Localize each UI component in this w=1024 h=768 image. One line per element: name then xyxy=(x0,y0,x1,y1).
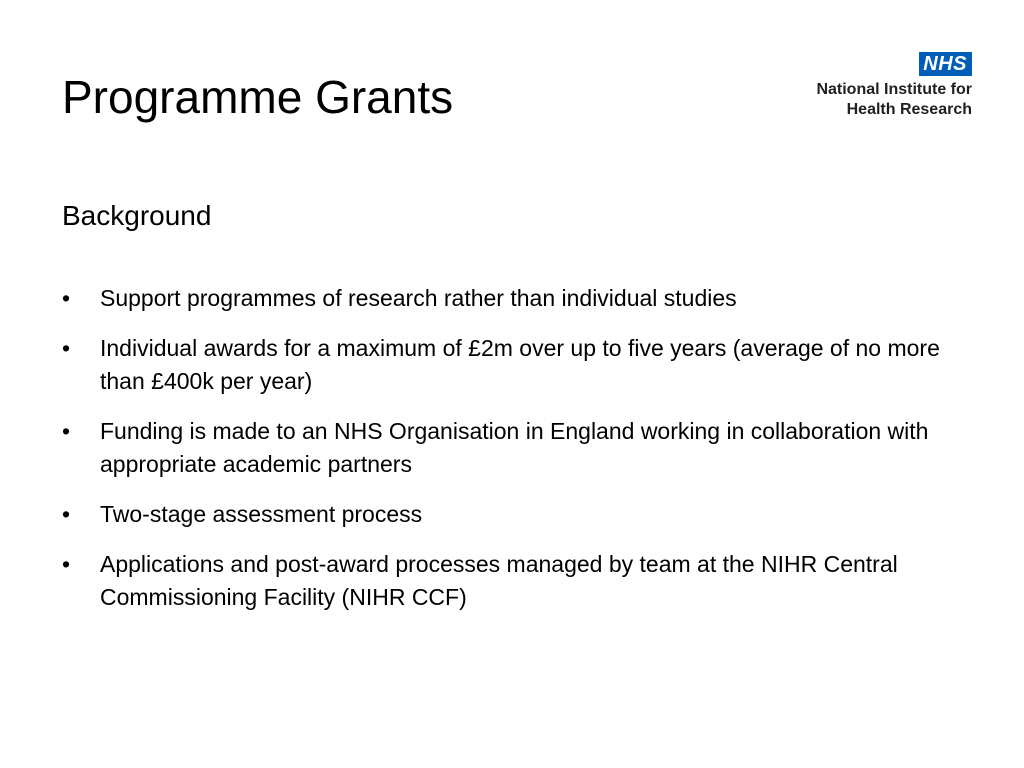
bullet-marker: • xyxy=(62,285,71,311)
bullet-marker: • xyxy=(62,551,71,577)
nhs-badge: NHS xyxy=(919,52,972,76)
nihr-logo xyxy=(782,52,972,120)
logo-text-line-2: Health Research xyxy=(846,101,972,118)
slide-title: Programme Grants xyxy=(62,71,454,123)
bullet-item xyxy=(62,498,962,531)
bullet-item xyxy=(62,282,962,315)
bullet-marker: • xyxy=(62,335,71,361)
bullet-text: Two-stage assessment process xyxy=(100,501,423,527)
bullet-text: Funding is made to an NHS Organisation in England working in collaboration with appropriate academic partners xyxy=(100,418,929,477)
bullet-marker: • xyxy=(62,501,71,527)
bullet-list xyxy=(62,282,962,631)
logo-text-line-1: National Institute for xyxy=(816,81,972,98)
bullet-text: Support programmes of research rather than individual studies xyxy=(100,285,737,311)
bullet-marker: • xyxy=(62,418,71,444)
bullet-text: Individual awards for a maximum of £2m over up to five years (average of no more than £400k per year) xyxy=(100,335,940,394)
slide-subtitle: Background xyxy=(62,200,212,231)
bullet-text: Applications and post-award processes managed by team at the NIHR Central Commissioning Facility (NIHR CCF) xyxy=(100,551,898,610)
bullet-item xyxy=(62,332,962,398)
bullet-item xyxy=(62,548,962,614)
bullet-item xyxy=(62,415,962,481)
